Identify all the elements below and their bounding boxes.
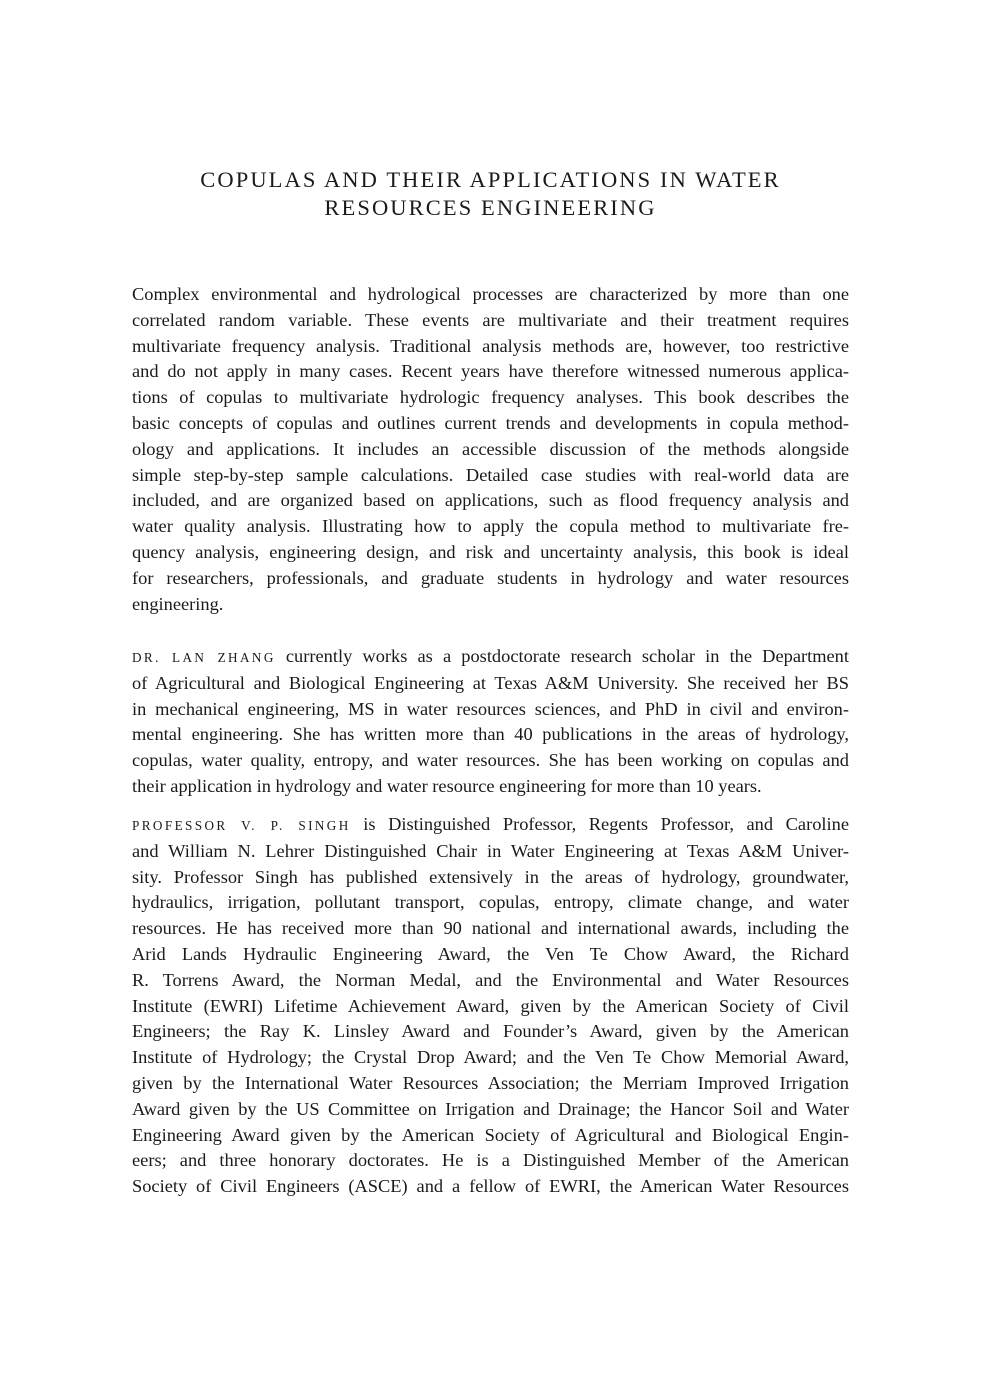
description-line: correlated random variable. These events are multivariate and their treatment requires [132,309,849,330]
description-line: Complex environmental and hydrological processes are characterized by more than one [132,284,849,304]
bio-line: of Agricultural and Biological Engineering at Texas A&M University. She received her BS [132,672,849,693]
description-line: and do not apply in many cases. Recent years have therefore witnessed numerous applica- [132,361,849,382]
book-title-line-1: COPULAS AND THEIR APPLICATIONS IN WATER [200,167,781,192]
bio-line: in mechanical engineering, MS in water resources sciences, and PhD in civil and environ- [132,698,849,719]
bio-line: mental engineering. She has written more than 40 publications in the areas of hydrology, [132,724,849,745]
bio-line: their application in hydrology and water resource engineering for more than 10 years. [132,775,762,796]
author-bio-singh [132,812,849,1200]
bio-first-line [132,644,849,671]
description-line: tions of copulas to multivariate hydrologic frequency analyses. This book describes the [132,387,849,408]
bio-line: hydraulics, irrigation, pollutant transport, copulas, entropy, climate change, and water [132,892,849,913]
description-line: basic concepts of copulas and outlines current trends and developments in copula method- [132,412,849,433]
description-line: multivariate frequency analysis. Traditional analysis methods are, however, too restrictive [132,335,849,356]
bio-first-line-text: is Distinguished Professor, Regents Professor, and Caroline [350,814,849,834]
bio-line: Engineering Award given by the American Society of Agricultural and Biological Engin- [132,1124,849,1145]
bio-first-line-text: currently works as a postdoctorate research scholar in the Department [275,646,849,666]
bio-line: Engineers; the Ray K. Linsley Award and Founder’s Award, given by the American [132,1021,849,1042]
description-line: water quality analysis. Illustrating how to apply the copula method to multivariate fre- [132,516,849,537]
book-description [132,282,849,617]
bio-line: Institute of Hydrology; the Crystal Drop Award; and the Ven Te Chow Memorial Award, [132,1047,849,1068]
author-name-zhang: DR. LAN ZHANG [132,650,276,665]
bio-line: given by the International Water Resources Association; the Merriam Improved Irrigation [132,1072,849,1093]
description-line: ology and applications. It includes an accessible discussion of the methods alongside [132,438,849,459]
description-line: quency analysis, engineering design, and risk and uncertainty analysis, this book is ideal [132,541,849,562]
book-title [112,166,869,222]
bio-line: eers; and three honorary doctorates. He is a Distinguished Member of the American [132,1150,849,1171]
book-title-line-2: RESOURCES ENGINEERING [324,195,657,220]
description-line: engineering. [132,593,224,614]
bio-line: R. Torrens Award, the Norman Medal, and the Environmental and Water Resources [132,969,849,990]
bio-line: Award given by the US Committee on Irrigation and Drainage; the Hancor Soil and Water [132,1098,849,1119]
bio-first-line [132,812,849,839]
author-name-singh: PROFESSOR V. P. SINGH [132,818,351,833]
book-page [132,0,849,1400]
description-line: simple step-by-step sample calculations. Detailed case studies with real-world data are [132,464,849,485]
bio-line: and William N. Lehrer Distinguished Chair in Water Engineering at Texas A&M Univer- [132,840,849,861]
description-line: included, and are organized based on applications, such as flood frequency analysis and [132,490,849,511]
bio-line: Institute (EWRI) Lifetime Achievement Award, given by the American Society of Civil [132,995,849,1016]
bio-line: sity. Professor Singh has published extensively in the areas of hydrology, groundwater, [132,866,849,887]
bio-line: Society of Civil Engineers (ASCE) and a fellow of EWRI, the American Water Resources [132,1176,849,1197]
bio-line: Arid Lands Hydraulic Engineering Award, the Ven Te Chow Award, the Richard [132,943,849,964]
bio-line: copulas, water quality, entropy, and water resources. She has been working on copulas and [132,750,849,771]
description-line: for researchers, professionals, and graduate students in hydrology and water resources [132,567,849,588]
author-bio-zhang [132,644,849,800]
bio-line: resources. He has received more than 90 national and international awards, including the [132,918,849,939]
